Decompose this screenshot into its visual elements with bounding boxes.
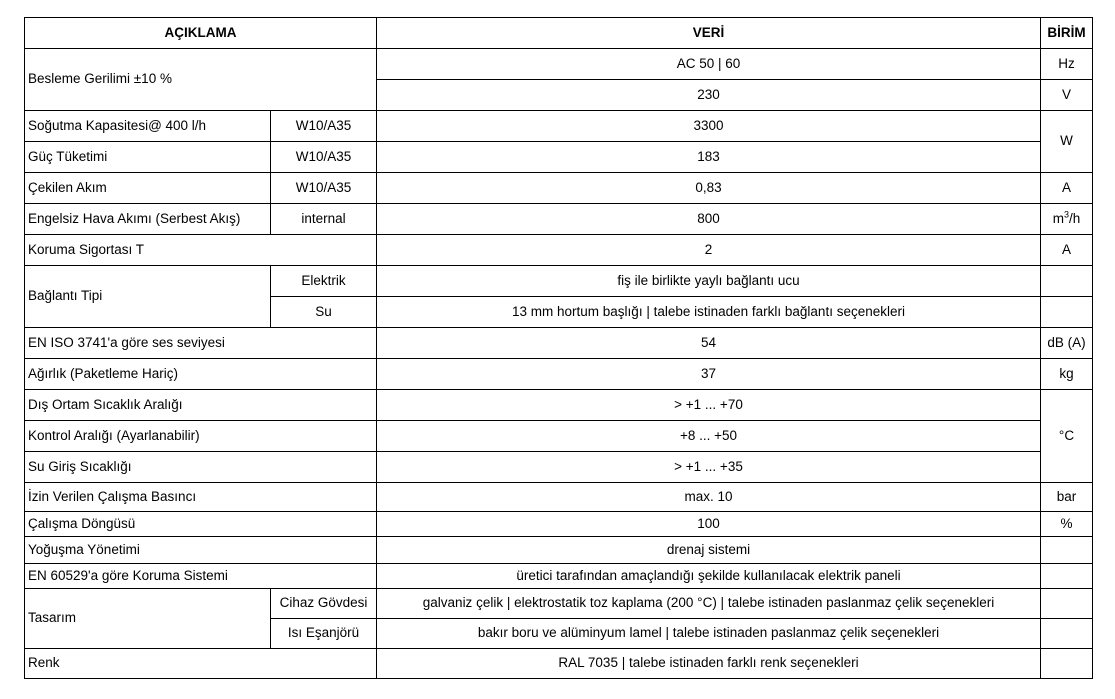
connection-electric-unit bbox=[1041, 266, 1093, 297]
protection-label: EN 60529'a göre Koruma Sistemi bbox=[25, 564, 377, 589]
table-row bbox=[25, 537, 1093, 564]
table-row bbox=[25, 266, 1093, 297]
connection-water-label: Su bbox=[271, 297, 377, 328]
connection-water-value: 13 mm hortum başlığı | talebe istinaden farklı bağlantı seçenekleri bbox=[377, 297, 1041, 328]
water-inlet-value: > +1 ... +35 bbox=[377, 452, 1041, 483]
supply-frequency-unit: Hz bbox=[1041, 49, 1093, 80]
color-unit bbox=[1041, 649, 1093, 679]
noise-label: EN ISO 3741'a göre ses seviyesi bbox=[25, 328, 377, 359]
connection-label: Bağlantı Tipi bbox=[25, 266, 271, 328]
table-row bbox=[25, 421, 1093, 452]
table-row bbox=[25, 649, 1093, 679]
fuse-unit: A bbox=[1041, 235, 1093, 266]
pressure-label: İzin Verilen Çalışma Basıncı bbox=[25, 483, 377, 512]
duty-label: Çalışma Döngüsü bbox=[25, 512, 377, 537]
current-label: Çekilen Akım bbox=[25, 173, 271, 204]
airflow-unit-sup: 3 bbox=[1063, 209, 1069, 220]
table-row bbox=[25, 359, 1093, 390]
connection-electric-label: Elektrik bbox=[271, 266, 377, 297]
duty-value: 100 bbox=[377, 512, 1041, 537]
weight-unit: kg bbox=[1041, 359, 1093, 390]
connection-electric-value: fiş ile birlikte yaylı bağlantı ucu bbox=[377, 266, 1041, 297]
ambient-value: > +1 ... +70 bbox=[377, 390, 1041, 421]
protection-unit bbox=[1041, 564, 1093, 589]
noise-unit: dB (A) bbox=[1041, 328, 1093, 359]
table-row bbox=[25, 512, 1093, 537]
table-row bbox=[25, 235, 1093, 266]
design-hx-label: Isı Eşanjörü bbox=[271, 619, 377, 649]
design-hx-value: bakır boru ve alüminyum lamel | talebe istinaden paslanmaz çelik seçenekleri bbox=[377, 619, 1041, 649]
spec-table bbox=[24, 17, 1093, 679]
table-row bbox=[25, 328, 1093, 359]
airflow-unit-tail: /h bbox=[1069, 210, 1081, 226]
noise-value: 54 bbox=[377, 328, 1041, 359]
ambient-label: Dış Ortam Sıcaklık Aralığı bbox=[25, 390, 377, 421]
pressure-value: max. 10 bbox=[377, 483, 1041, 512]
table-row bbox=[25, 111, 1093, 142]
header-description: AÇIKLAMA bbox=[25, 18, 377, 49]
table-row bbox=[25, 589, 1093, 619]
table-row bbox=[25, 564, 1093, 589]
header-row bbox=[25, 18, 1093, 49]
cooling-label: Soğutma Kapasitesi@ 400 l/h bbox=[25, 111, 271, 142]
color-label: Renk bbox=[25, 649, 377, 679]
airflow-unit bbox=[1041, 204, 1093, 235]
design-hx-unit bbox=[1041, 619, 1093, 649]
current-value: 0,83 bbox=[377, 173, 1041, 204]
airflow-unit-base: m bbox=[1052, 210, 1064, 226]
supply-frequency: AC 50 | 60 bbox=[377, 49, 1041, 80]
current-unit: A bbox=[1041, 173, 1093, 204]
power-value: 183 bbox=[377, 142, 1041, 173]
pressure-unit: bar bbox=[1041, 483, 1093, 512]
design-label: Tasarım bbox=[25, 589, 271, 649]
temperature-unit: °C bbox=[1041, 390, 1093, 483]
color-value: RAL 7035 | talebe istinaden farklı renk seçenekleri bbox=[377, 649, 1041, 679]
fuse-label: Koruma Sigortası T bbox=[25, 235, 377, 266]
protection-value: üretici tarafından amaçlandığı şekilde kullanılacak elektrik paneli bbox=[377, 564, 1041, 589]
connection-water-unit bbox=[1041, 297, 1093, 328]
airflow-label: Engelsiz Hava Akımı (Serbest Akış) bbox=[25, 204, 271, 235]
control-label: Kontrol Aralığı (Ayarlanabilir) bbox=[25, 421, 377, 452]
power-unit: W bbox=[1041, 111, 1093, 173]
table-row bbox=[25, 142, 1093, 173]
condensate-value: drenaj sistemi bbox=[377, 537, 1041, 564]
fuse-value: 2 bbox=[377, 235, 1041, 266]
power-condition: W10/A35 bbox=[271, 142, 377, 173]
control-value: +8 ... +50 bbox=[377, 421, 1041, 452]
power-label: Güç Tüketimi bbox=[25, 142, 271, 173]
table-row bbox=[25, 452, 1093, 483]
design-body-label: Cihaz Gövdesi bbox=[271, 589, 377, 619]
header-unit: BİRİM bbox=[1041, 18, 1093, 49]
supply-voltage-unit: V bbox=[1041, 80, 1093, 111]
header-data: VERİ bbox=[377, 18, 1041, 49]
duty-unit: % bbox=[1041, 512, 1093, 537]
cooling-condition: W10/A35 bbox=[271, 111, 377, 142]
table-row bbox=[25, 204, 1093, 235]
water-inlet-label: Su Giriş Sıcaklığı bbox=[25, 452, 377, 483]
table-row bbox=[25, 173, 1093, 204]
airflow-condition: internal bbox=[271, 204, 377, 235]
condensate-label: Yoğuşma Yönetimi bbox=[25, 537, 377, 564]
table-row bbox=[25, 483, 1093, 512]
weight-label: Ağırlık (Paketleme Hariç) bbox=[25, 359, 377, 390]
airflow-value: 800 bbox=[377, 204, 1041, 235]
cooling-value: 3300 bbox=[377, 111, 1041, 142]
supply-label: Besleme Gerilimi ±10 % bbox=[25, 49, 377, 111]
current-condition: W10/A35 bbox=[271, 173, 377, 204]
condensate-unit bbox=[1041, 537, 1093, 564]
design-body-value: galvaniz çelik | elektrostatik toz kaplama (200 °C) | talebe istinaden paslanmaz çelik seçenekleri bbox=[377, 589, 1041, 619]
supply-voltage: 230 bbox=[377, 80, 1041, 111]
weight-value: 37 bbox=[377, 359, 1041, 390]
table-row bbox=[25, 390, 1093, 421]
table-row bbox=[25, 49, 1093, 80]
design-body-unit bbox=[1041, 589, 1093, 619]
